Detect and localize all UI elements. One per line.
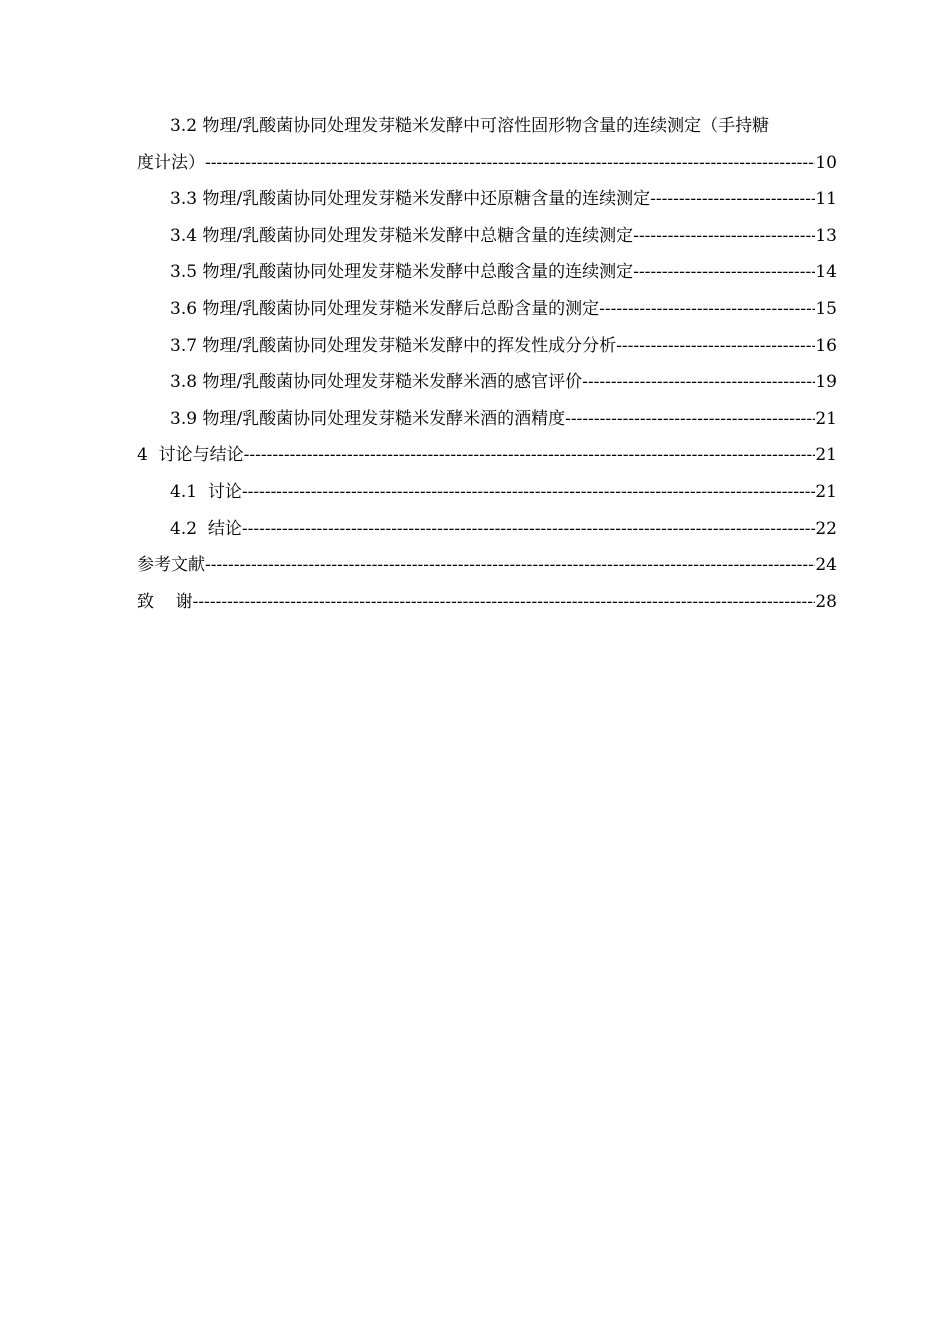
toc-page-number: 21 xyxy=(815,481,837,502)
toc-entry-3-9[interactable] xyxy=(137,401,837,438)
dot-leader xyxy=(582,364,815,401)
dot-leader xyxy=(616,328,815,365)
toc-entry-title-continued: 度计法） xyxy=(137,152,205,173)
toc-page-number: 22 xyxy=(815,518,837,539)
toc-entry-title: 3.3 物理/乳酸菌协同处理发芽糙米发酵中还原糖含量的连续测定 xyxy=(170,189,651,210)
toc-page-number: 16 xyxy=(815,335,837,356)
dot-leader xyxy=(242,474,816,511)
toc-entry-title: 参考文献 xyxy=(137,555,205,576)
toc-entry-3-8[interactable] xyxy=(137,364,837,401)
toc-page-number: 10 xyxy=(815,152,837,173)
dot-leader xyxy=(205,145,815,182)
toc-entry-3-3[interactable] xyxy=(137,181,837,218)
toc-page-number: 21 xyxy=(815,408,837,429)
toc-entry-3-7[interactable] xyxy=(137,328,837,365)
toc-entry-title: 3.7 物理/乳酸菌协同处理发芽糙米发酵中的挥发性成分分析 xyxy=(170,335,617,356)
dot-leader xyxy=(242,511,816,548)
toc-entry-3-4[interactable] xyxy=(137,218,837,255)
toc-entry-acknowledgements[interactable] xyxy=(137,584,837,621)
dot-leader xyxy=(599,291,815,328)
toc-entry-4[interactable] xyxy=(137,437,837,474)
toc-entry-title: 4 讨论与结论 xyxy=(137,445,244,466)
toc-entry-3-6[interactable] xyxy=(137,291,837,328)
toc-entry-4-1[interactable] xyxy=(137,474,837,511)
toc-page-number: 24 xyxy=(815,555,837,576)
toc-entry-title: 3.2 物理/乳酸菌协同处理发芽糙米发酵中可溶性固形物含量的连续测定（手持糖 xyxy=(170,116,770,136)
toc-page-number: 13 xyxy=(815,225,837,246)
toc-page-number: 19 xyxy=(815,372,837,393)
toc-page-number: 14 xyxy=(815,262,837,283)
toc-entry-3-2[interactable] xyxy=(137,108,837,181)
toc-entry-title: 3.8 物理/乳酸菌协同处理发芽糙米发酵米酒的感官评价 xyxy=(170,372,583,393)
dot-leader xyxy=(193,584,816,621)
toc-entry-3-5[interactable] xyxy=(137,254,837,291)
toc-entry-title: 4.1 讨论 xyxy=(170,481,242,502)
dot-leader xyxy=(650,181,815,218)
toc-page-number: 28 xyxy=(815,591,837,612)
toc-entry-title: 致 谢 xyxy=(137,591,193,612)
toc-entry-title: 3.6 物理/乳酸菌协同处理发芽糙米发酵后总酚含量的测定 xyxy=(170,298,600,319)
toc-entry-title: 3.9 物理/乳酸菌协同处理发芽糙米发酵米酒的酒精度 xyxy=(170,408,566,429)
toc-entry-title: 3.5 物理/乳酸菌协同处理发芽糙米发酵中总酸含量的连续测定 xyxy=(170,262,634,283)
toc-page-number: 11 xyxy=(815,189,837,210)
dot-leader xyxy=(244,437,816,474)
dot-leader xyxy=(565,401,815,438)
toc-entry-title: 4.2 结论 xyxy=(170,518,242,539)
toc-entry-title: 3.4 物理/乳酸菌协同处理发芽糙米发酵中总糖含量的连续测定 xyxy=(170,225,634,246)
toc-entry-references[interactable] xyxy=(137,547,837,584)
dot-leader xyxy=(205,547,815,584)
table-of-contents xyxy=(137,108,837,620)
toc-page-number: 15 xyxy=(815,298,837,319)
dot-leader xyxy=(633,218,815,255)
dot-leader xyxy=(633,254,815,291)
toc-entry-4-2[interactable] xyxy=(137,511,837,548)
toc-page-number: 21 xyxy=(815,445,837,466)
